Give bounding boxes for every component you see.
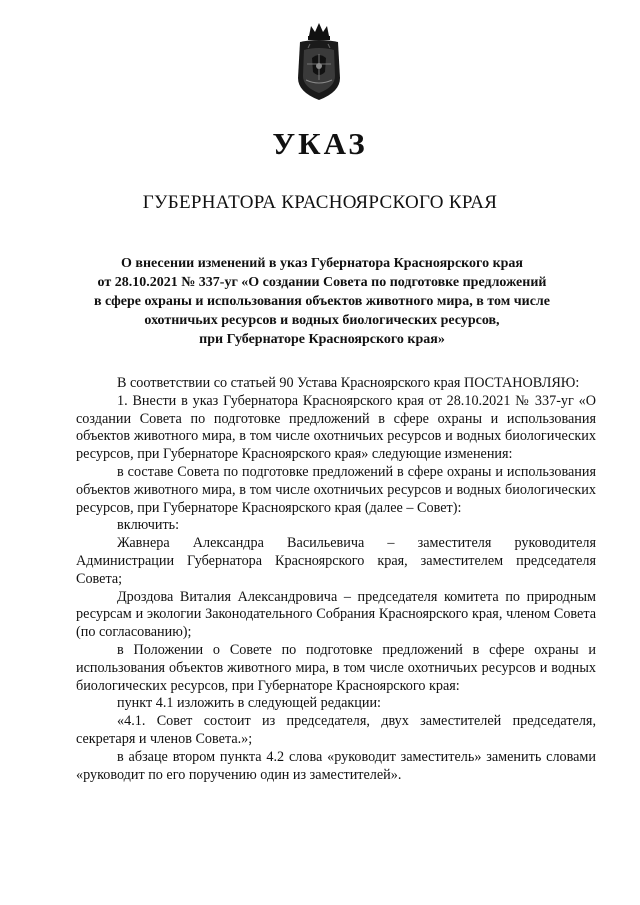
paragraph: в составе Совета по подготовке предложений в сфере охраны и использования объектов животного мира, в том числе охотничьих ресурсов и водных биологических ресурсов, при Губернаторе Красноярского края (далее – Совет): bbox=[76, 463, 596, 516]
paragraph: включить: bbox=[117, 517, 180, 534]
heading-line: О внесении изменений в указ Губернатора Красноярского края bbox=[121, 256, 523, 271]
document-body bbox=[76, 375, 596, 784]
paragraph: «4.1. Совет состоит из председателя, двух заместителей председателя, секретаря и членов Совета.»; bbox=[76, 713, 596, 747]
heading-line: при Губернаторе Красноярского края» bbox=[199, 332, 445, 347]
paragraph: 1. Внести в указ Губернатора Красноярского края от 28.10.2021 № 337-уг «О создании Совета по подготовке предложений в сфере охраны и использования объектов животного мира, в том числе охотничьих ресурсов и водных биологических ресурсов, при Губернаторе Красноярского края» следующие изменения: bbox=[76, 392, 596, 463]
coat-of-arms-emblem bbox=[292, 20, 346, 102]
document-heading bbox=[84, 254, 560, 349]
paragraph: пункт 4.1 изложить в следующей редакции: bbox=[117, 695, 381, 712]
heading-line: охотничьих ресурсов и водных биологических ресурсов, bbox=[144, 313, 500, 328]
paragraph: в Положении о Совете по подготовке предложений в сфере охраны и использования объектов животного мира, в том числе охотничьих ресурсов и водных биологических ресурсов, при Губернаторе Красноярского края: bbox=[76, 641, 596, 694]
document-subtitle: ГУБЕРНАТОРА КРАСНОЯРСКОГО КРАЯ bbox=[142, 192, 498, 213]
paragraph: В соответствии со статьей 90 Устава Красноярского края ПОСТАНОВЛЯЮ: bbox=[117, 375, 580, 391]
heading-line: от 28.10.2021 № 337-уг «О создании Совета по подготовке предложений bbox=[97, 275, 547, 290]
paragraph: в абзаце втором пункта 4.2 слова «руководит заместитель» заменить словами «руководит по его поручению один из заместителей». bbox=[76, 748, 596, 783]
heading-line: в сфере охраны и использования объектов животного мира, в том числе bbox=[94, 294, 550, 309]
paragraph: Дроздова Виталия Александровича – председателя комитета по природным ресурсам и экологии Законодательного Собрания Красноярского края, членом Совета (по согласованию); bbox=[76, 588, 596, 641]
document-title: УКАЗ bbox=[272, 126, 368, 161]
paragraph: Жавнера Александра Васильевича – заместителя руководителя Администрации Губернатора Красноярского края, заместителем председателя Совета; bbox=[76, 535, 596, 587]
